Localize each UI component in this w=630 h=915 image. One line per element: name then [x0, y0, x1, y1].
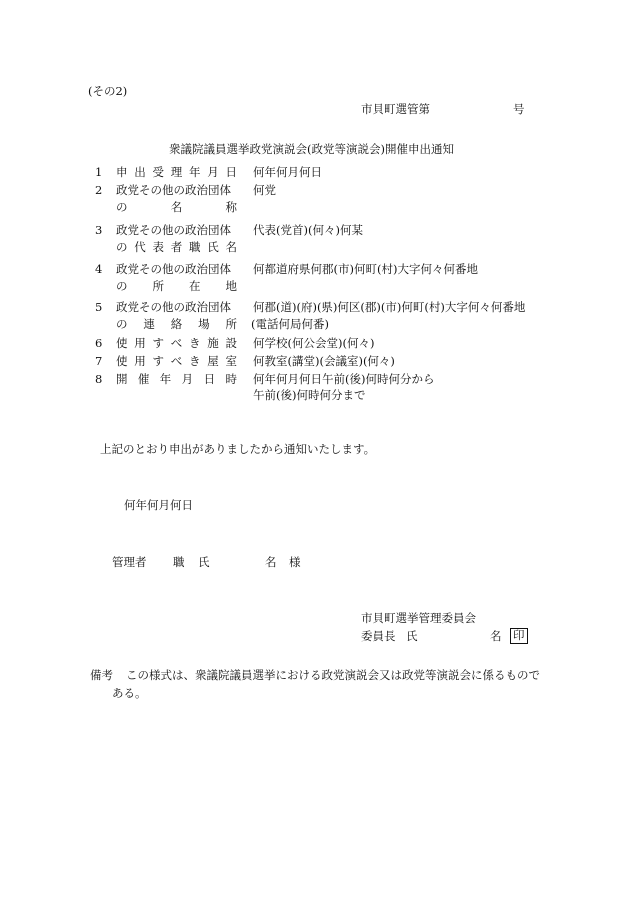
note-text-line1: この様式は、衆議院議員選挙における政党演説会又は政党等演説会に係るもので	[126, 668, 540, 682]
item-number: 7	[95, 354, 103, 368]
item-label-line1: 政党その他の政治団体	[116, 300, 231, 314]
item-value: 何年何月何日	[253, 165, 322, 179]
item-number: 4	[95, 262, 103, 276]
item-number: 2	[95, 183, 103, 197]
item-label-line2: の 所 在 地	[116, 279, 237, 293]
item-label-line1: 政党その他の政治団体	[116, 262, 231, 276]
document-number-prefix: 市貝町選管第	[361, 102, 430, 116]
item-number: 1	[95, 165, 103, 179]
form-number: (その2)	[88, 84, 128, 98]
item-value-line2: 午前(後)何時何分まで	[253, 388, 366, 402]
item-label-line2: の 連 絡 場 所	[116, 317, 237, 331]
item-label-line2: の 代 表 者 職 氏 名	[116, 240, 237, 254]
item-value: 何学校(何公会堂)(何々)	[253, 336, 375, 350]
addressee-name-end: 名	[265, 555, 277, 569]
item-label: 使 用 す べ き 施 設	[116, 336, 237, 350]
notification-statement: 上記のとおり申出がありましたから通知いたします。	[100, 442, 376, 456]
addressee-name-label: 氏	[198, 555, 210, 569]
issuer-organization: 市貝町選挙管理委員会	[361, 611, 476, 625]
item-number: 6	[95, 336, 103, 350]
item-label-line2: の 名 称	[116, 200, 237, 214]
addressee-title: 職	[173, 555, 185, 569]
item-label-line1: 政党その他の政治団体	[116, 223, 231, 237]
seal-mark: 印	[510, 628, 528, 644]
document-number-suffix: 号	[513, 102, 525, 116]
item-value: 何党	[253, 183, 276, 197]
addressee-honorific: 様	[289, 555, 301, 569]
addressee-label: 管理者	[112, 555, 147, 569]
item-value: 代表(党首)(何々)何某	[253, 223, 363, 237]
item-label-line1: 政党その他の政治団体	[116, 183, 231, 197]
item-value: 何教室(講堂)(会議室)(何々)	[253, 354, 395, 368]
issuer-title: 委員長	[361, 629, 396, 643]
issuer-name-end: 名	[490, 629, 502, 643]
item-number: 3	[95, 223, 103, 237]
issuer-name-label: 氏	[406, 629, 418, 643]
item-value-line1: 何年何月何日午前(後)何時何分から	[253, 372, 435, 386]
item-label: 申 出 受 理 年 月 日	[116, 165, 237, 179]
item-value-line1: 何郡(道)(府)(県)何区(郡)(市)何町(村)大字何々何番地	[253, 300, 526, 314]
item-label: 開 催 年 月 日 時	[116, 372, 237, 386]
notification-date: 何年何月何日	[124, 498, 193, 512]
item-number: 5	[95, 300, 103, 314]
note-text-line2: ある。	[112, 686, 147, 700]
item-number: 8	[95, 372, 103, 386]
note-label: 備考	[90, 668, 113, 682]
item-label: 使 用 す べ き 屋 室	[116, 354, 237, 368]
item-value-line2: (電話何局何番)	[251, 317, 329, 331]
item-value: 何都道府県何郡(市)何町(村)大字何々何番地	[253, 262, 478, 276]
document-title: 衆議院議員選挙政党演説会(政党等演説会)開催申出通知	[169, 142, 454, 156]
